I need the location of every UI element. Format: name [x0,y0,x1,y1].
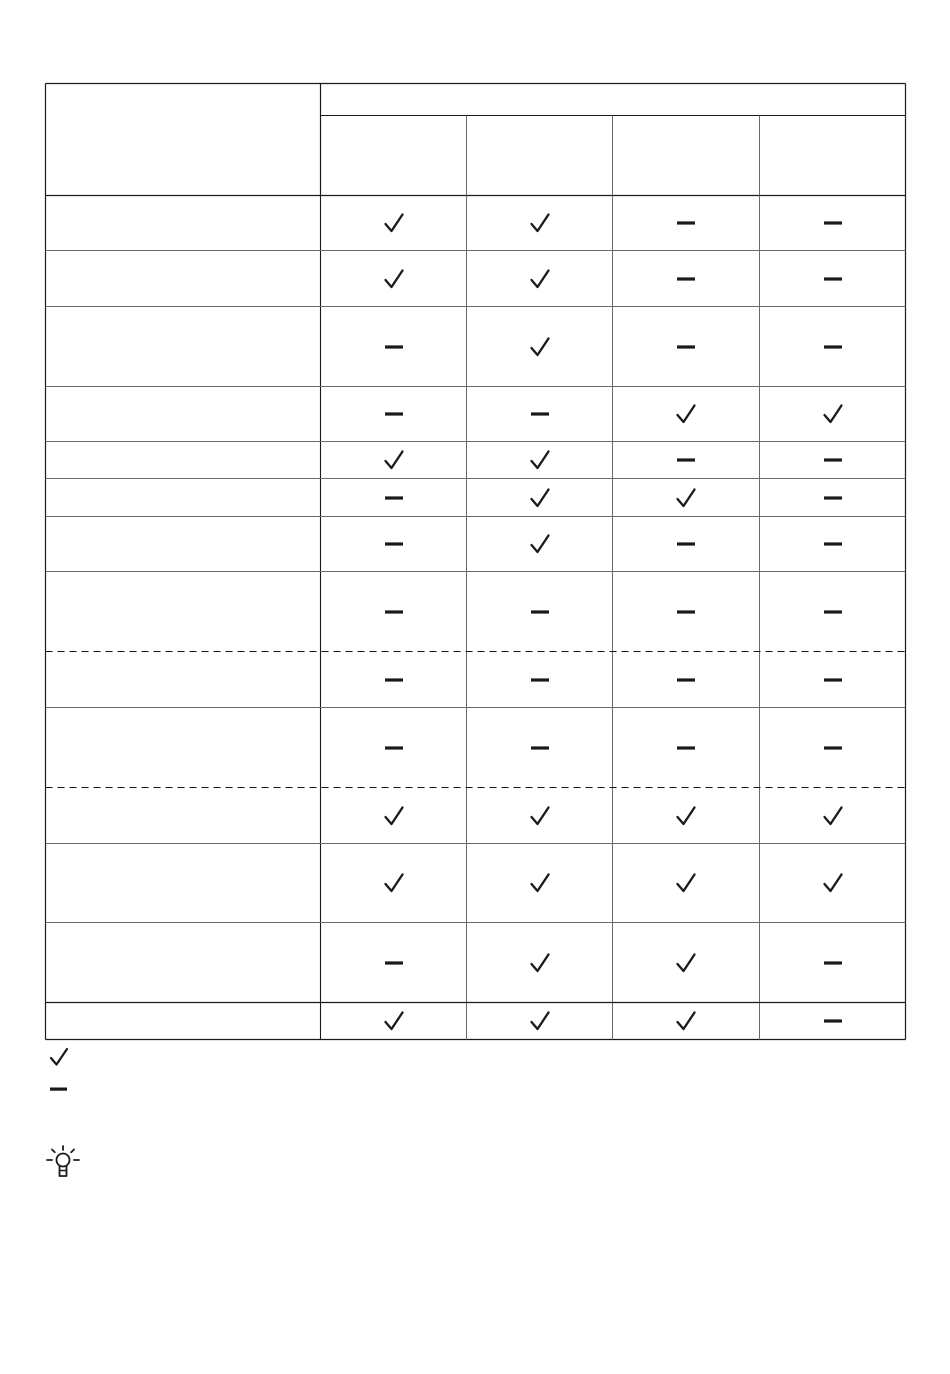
lightbulb-icon [44,1143,82,1188]
dash-icon [48,1078,70,1105]
check-icon [613,479,760,517]
check-icon [467,479,613,517]
check-icon [613,387,760,442]
check-icon [467,251,613,307]
dash-icon [760,517,906,572]
dash-icon [321,923,467,1003]
dash-icon [760,708,906,788]
check-icon [467,923,613,1003]
dash-icon [760,572,906,652]
dash-icon [321,479,467,517]
dash-icon [760,442,906,479]
check-icon [613,844,760,923]
check-icon [321,442,467,479]
check-icon [613,788,760,844]
dash-icon [613,251,760,307]
check-icon [467,788,613,844]
check-icon [760,387,906,442]
dash-icon [613,708,760,788]
check-icon [613,1003,760,1040]
check-icon [760,788,906,844]
dash-icon [613,517,760,572]
check-icon [760,844,906,923]
dash-icon [321,572,467,652]
dash-icon [467,572,613,652]
check-icon [467,196,613,251]
dash-icon [760,923,906,1003]
dash-icon [321,307,467,387]
check-icon [467,307,613,387]
dash-icon [613,652,760,708]
dash-icon [613,442,760,479]
check-icon [467,1003,613,1040]
dash-icon [613,572,760,652]
dash-icon [760,196,906,251]
legend-dash-row [48,1078,70,1105]
check-icon [467,442,613,479]
dash-icon [321,708,467,788]
dash-icon [321,387,467,442]
dash-icon [467,387,613,442]
check-icon [321,251,467,307]
check-icon [321,788,467,844]
dash-icon [760,479,906,517]
legend-check-row [48,1046,70,1073]
check-icon [321,844,467,923]
check-icon [321,1003,467,1040]
check-icon [48,1046,70,1073]
dash-icon [760,307,906,387]
dash-icon [321,517,467,572]
check-icon [467,517,613,572]
check-icon [613,923,760,1003]
dash-icon [613,196,760,251]
dash-icon [760,652,906,708]
dash-icon [321,652,467,708]
dash-icon [467,652,613,708]
dash-icon [760,1003,906,1040]
check-icon [321,196,467,251]
dash-icon [760,251,906,307]
dash-icon [467,708,613,788]
dash-icon [613,307,760,387]
check-icon [467,844,613,923]
